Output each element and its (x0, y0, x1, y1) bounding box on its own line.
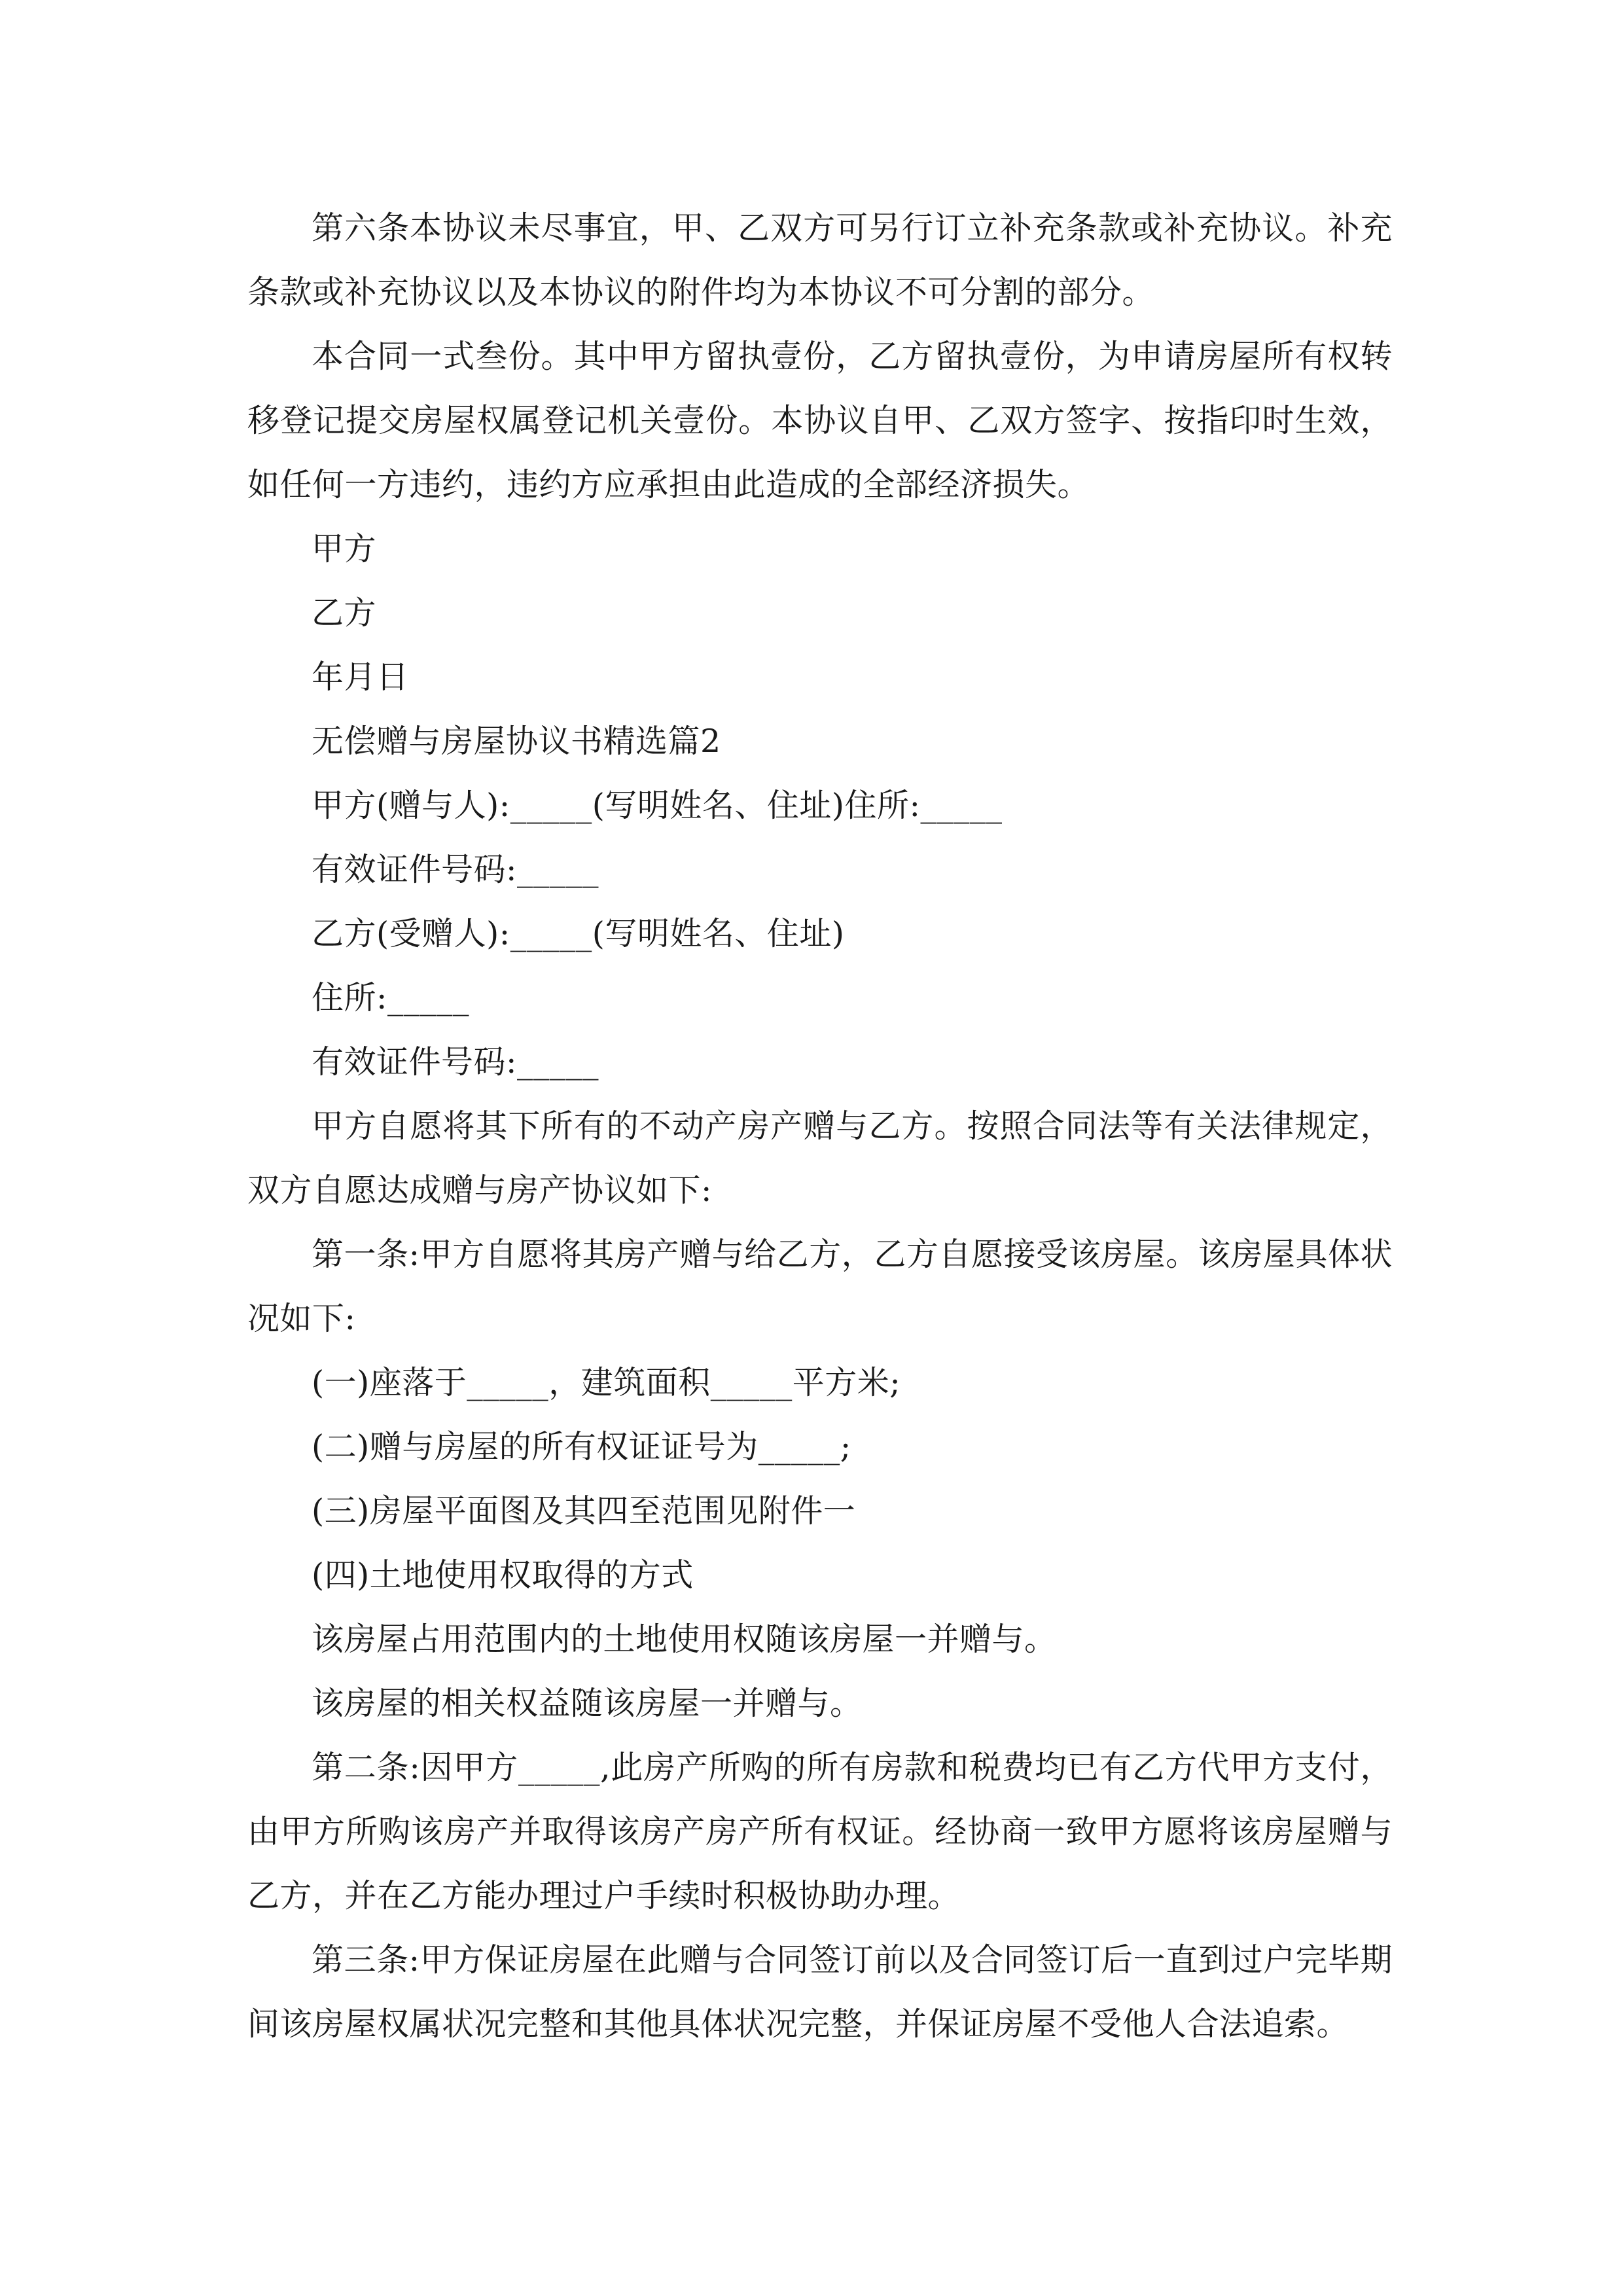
recipient-id-line: 有效证件号码:_____ (312, 1043, 599, 1081)
date-line: 年月日 (312, 658, 409, 696)
party-a-signature-label: 甲方 (312, 530, 377, 567)
section-title: 无偿赠与房屋协议书精选篇2 (312, 723, 721, 760)
related-rights-paragraph: 该房屋的相关权益随该房屋一并赠与。 (312, 1685, 863, 1722)
donor-id-line: 有效证件号码:_____ (312, 851, 599, 888)
article-three-paragraph: 第三条:甲方保证房屋在此赠与合同签订前以及合同签订后一直到过户完毕期间该房屋权属状况完整和其他具体状况完整，并保证房屋不受他人合法追索。 (247, 1941, 1393, 2043)
article-one-paragraph: 第一条:甲方自愿将其房产赠与给乙方，乙方自愿接受该房屋。该房屋具体状况如下: (247, 1236, 1393, 1337)
party-b-signature-label: 乙方 (312, 594, 377, 632)
item-four-land-use: (四)土地使用权取得的方式 (312, 1556, 694, 1594)
recipient-address-line: 住所:_____ (312, 979, 470, 1016)
article-two-paragraph: 第二条:因甲方_____,此房产所购的所有房款和税费均已有乙方代甲方支付，由甲方所购该房产并取得该房产房产所有权证。经协商一致甲方愿将该房屋赠与乙方，并在乙方能办理过户手续时积极协助办理。 (247, 1749, 1393, 1914)
document-body (247, 196, 1393, 2056)
item-three-floor-plan: (三)房屋平面图及其四至范围见附件一 (312, 1492, 856, 1530)
clause-six-paragraph: 第六条本协议未尽事宜，甲、乙双方可另行订立补充条款或补充协议。补充条款或补充协议以及本协议的附件均为本协议不可分割的部分。 (247, 209, 1393, 311)
item-two-certificate: (二)赠与房屋的所有权证证号为_____; (312, 1428, 851, 1465)
copies-and-effect-paragraph: 本合同一式叁份。其中甲方留执壹份，乙方留执壹份，为申请房屋所有权转移登记提交房屋权属登记机关壹份。本协议自甲、乙双方签字、按指印时生效，如任何一方违约，违约方应承担由此造成的全部经济损失。 (247, 338, 1393, 503)
recipient-info-line: 乙方(受赠人):_____(写明姓名、住址) (312, 915, 845, 952)
item-one-location: (一)座落于_____，建筑面积_____平方米; (312, 1364, 901, 1401)
donor-info-line: 甲方(赠与人):_____(写明姓名、住址)住所:_____ (312, 787, 1003, 824)
intent-paragraph: 甲方自愿将其下所有的不动产房产赠与乙方。按照合同法等有关法律规定，双方自愿达成赠与房产协议如下: (247, 1107, 1393, 1209)
land-use-right-paragraph: 该房屋占用范围内的土地使用权随该房屋一并赠与。 (312, 1621, 1057, 1658)
